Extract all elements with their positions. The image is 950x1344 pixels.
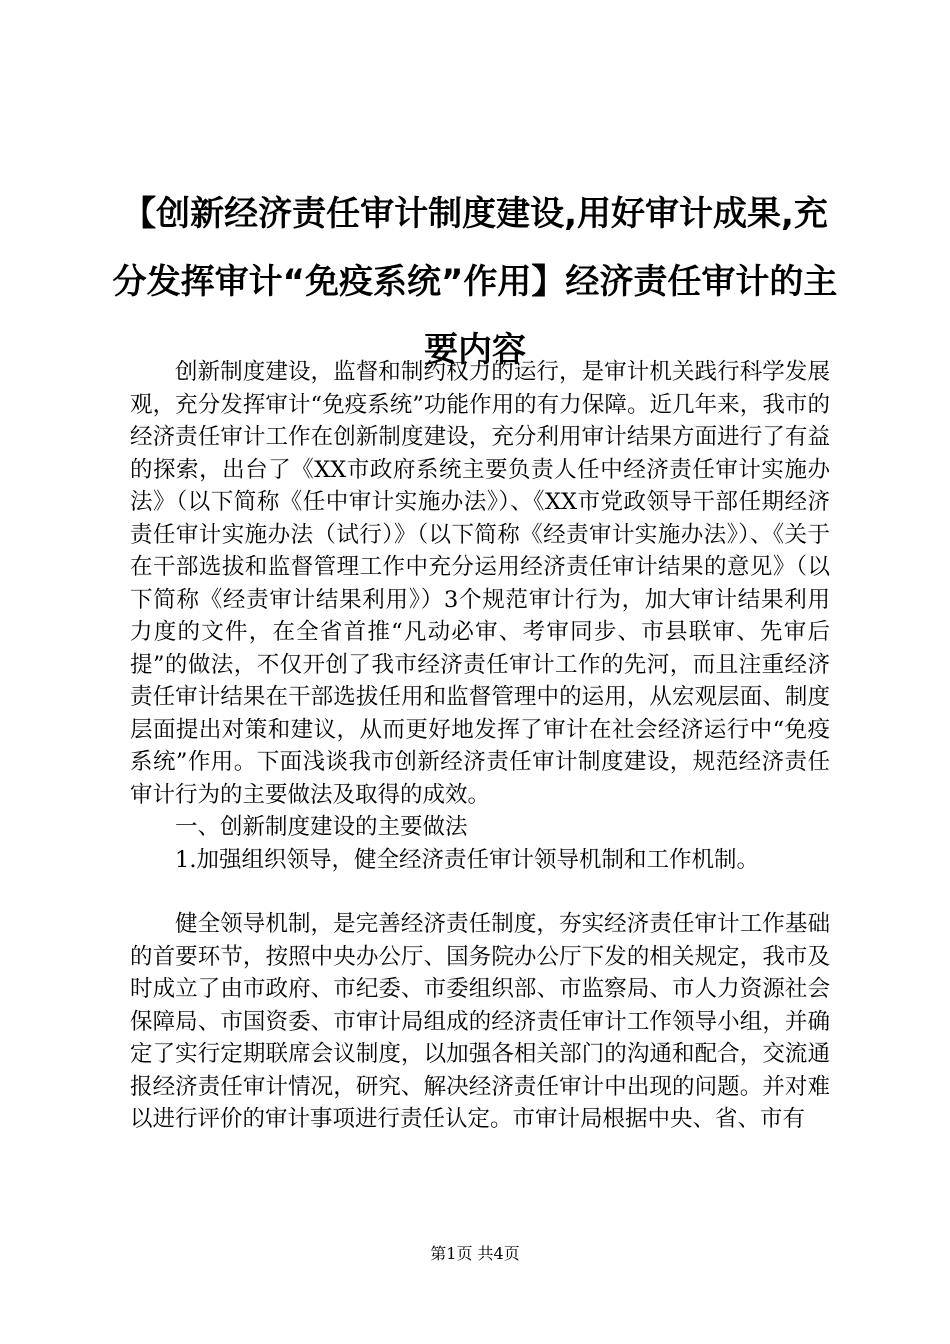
document-body <box>130 356 830 1136</box>
page-footer: 第1页 共4页 <box>430 1244 520 1263</box>
paragraph-intro: 创新制度建设，监督和制约权力的运行，是审计机关践行科学发展观，充分发挥审计“免疫系统”功能作用的有力保障。近几年来，我市的经济责任审计工作在创新制度建设，充分利用审计结果方面进行了有益的探索，出台了《XX市政府系统主要负责人任中经济责任审计实施办法》（以下简称《任中审计实施办法》）、《XX市党政领导干部任期经济责任审计实施办法（试行）》（以下简称《经责审计实施办法》）、《关于在干部选拔和监督管理工作中充分运用经济责任审计结果的意见》（以下简称《经责审计结果利用》）3个规范审计行为，加大审计结果利用力度的文件，在全省首推“凡动必审、考审同步、市县联审、先审后提”的做法，不仅开创了我市经济责任审计工作的先河，而且注重经济责任审计结果在干部选拔任用和监督管理中的运用，从宏观层面、制度层面提出对策和建议，从而更好地发挥了审计在社会经济运行中“免疫系统”作用。下面浅谈我市创新经济责任审计制度建设，规范经济责任审计行为的主要做法及取得的成效。 <box>130 359 830 808</box>
subsection-heading: 1.加强组织领导，健全经济责任审计领导机制和工作机制。 <box>175 846 759 873</box>
section-heading: 一、创新制度建设的主要做法 <box>175 814 468 840</box>
paragraph-leadership: 健全领导机制，是完善经济责任制度，夯实经济责任审计工作基础的首要环节，按照中央办公厅、国务院办公厅下发的相关规定，我市及时成立了由市政府、市纪委、市委组织部、市监察局、市人力资源社会保障局、市国资委、市审计局组成的经济责任审计工作领导小组，并确定了实行定期联席会议制度，以加强各相关部门的沟通和配合，交流通报经济责任审计情况，研究、解决经济责任审计中出现的问题。并对难以进行评价的审计事项进行责任认定。市审计局根据中央、省、市有 <box>130 911 830 1132</box>
document-title: 【创新经济责任审计制度建设,用好审计成果,充分发挥审计“免疫系统”作用】经济责任审计的主要内容 <box>112 194 838 370</box>
